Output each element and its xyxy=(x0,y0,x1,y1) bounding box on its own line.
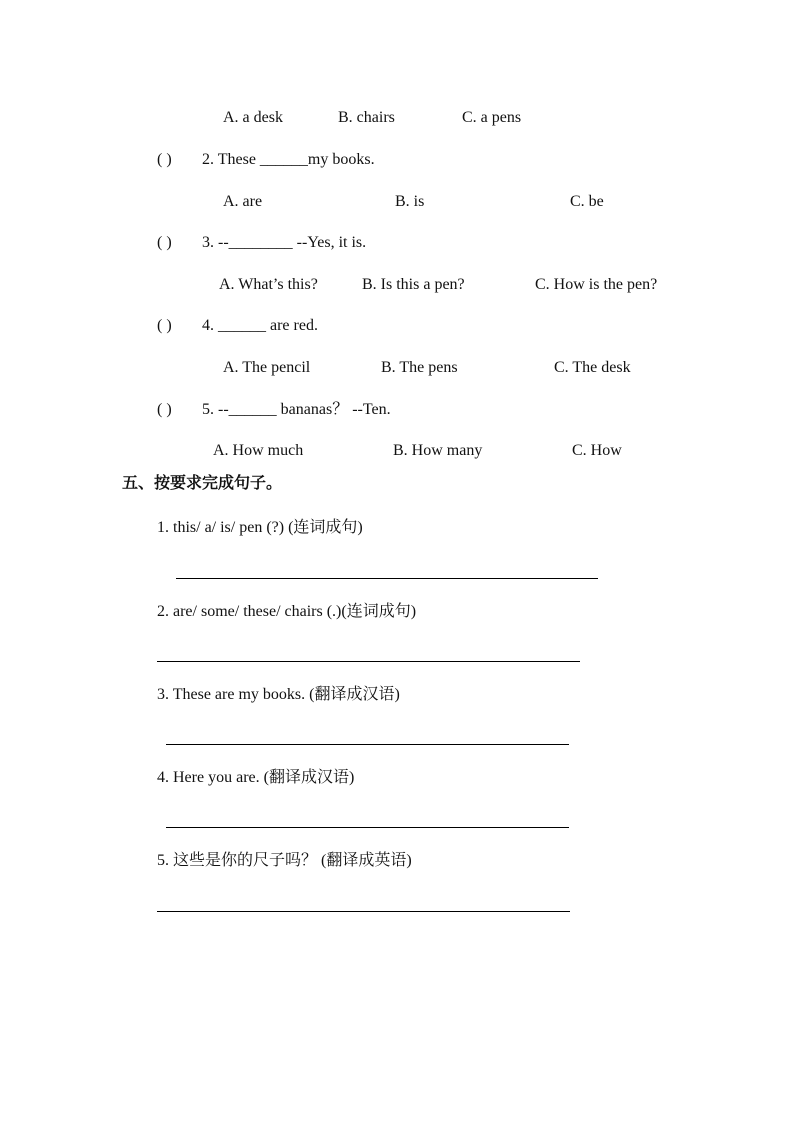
q2-option-c: C. be xyxy=(570,193,604,210)
q3-stem: 3. --________ --Yes, it is. xyxy=(202,234,367,251)
q3-option-a: A. What’s this? xyxy=(219,276,318,293)
answer-line-1[interactable] xyxy=(176,578,598,579)
section-5-item-4: 4. Here you are. (翻译成汉语) xyxy=(157,769,355,786)
q4-answer-paren: ( ) xyxy=(157,317,172,334)
section-5-item-1: 1. this/ a/ is/ pen (?) (连词成句) xyxy=(157,519,363,536)
q5-stem: 5. --______ bananas？ --Ten. xyxy=(202,401,391,418)
q1-option-b: B. chairs xyxy=(338,109,395,126)
answer-line-4[interactable] xyxy=(166,827,569,828)
q4-option-c: C. The desk xyxy=(554,359,631,376)
q5-option-b: B. How many xyxy=(393,442,483,459)
q1-option-c: C. a pens xyxy=(462,109,522,126)
q3-answer-paren: ( ) xyxy=(157,234,172,251)
answer-line-3[interactable] xyxy=(166,744,569,745)
q2-answer-paren: ( ) xyxy=(157,151,172,168)
section-5-item-5: 5. 这些是你的尺子吗？ (翻译成英语) xyxy=(157,852,412,869)
q5-answer-paren: ( ) xyxy=(157,401,172,418)
section-5-item-3: 3. These are my books. (翻译成汉语) xyxy=(157,686,400,703)
section-5-heading: 五、按要求完成句子。 xyxy=(122,473,283,492)
q2-stem: 2. These ______my books. xyxy=(202,151,375,168)
q4-option-b: B. The pens xyxy=(381,359,458,376)
q3-option-b: B. Is this a pen? xyxy=(362,276,465,293)
q1-option-a: A. a desk xyxy=(223,109,283,126)
q3-option-c: C. How is the pen? xyxy=(535,276,658,293)
q4-option-a: A. The pencil xyxy=(223,359,311,376)
q2-option-a: A. are xyxy=(223,193,263,210)
q5-option-a: A. How much xyxy=(213,442,304,459)
section-5-item-2: 2. are/ some/ these/ chairs (.)(连词成句) xyxy=(157,603,417,620)
q5-option-c: C. How xyxy=(572,442,622,459)
answer-line-2[interactable] xyxy=(157,661,580,662)
q2-option-b: B. is xyxy=(395,193,425,210)
answer-line-5[interactable] xyxy=(157,911,570,912)
q4-stem: 4. ______ are red. xyxy=(202,317,318,334)
